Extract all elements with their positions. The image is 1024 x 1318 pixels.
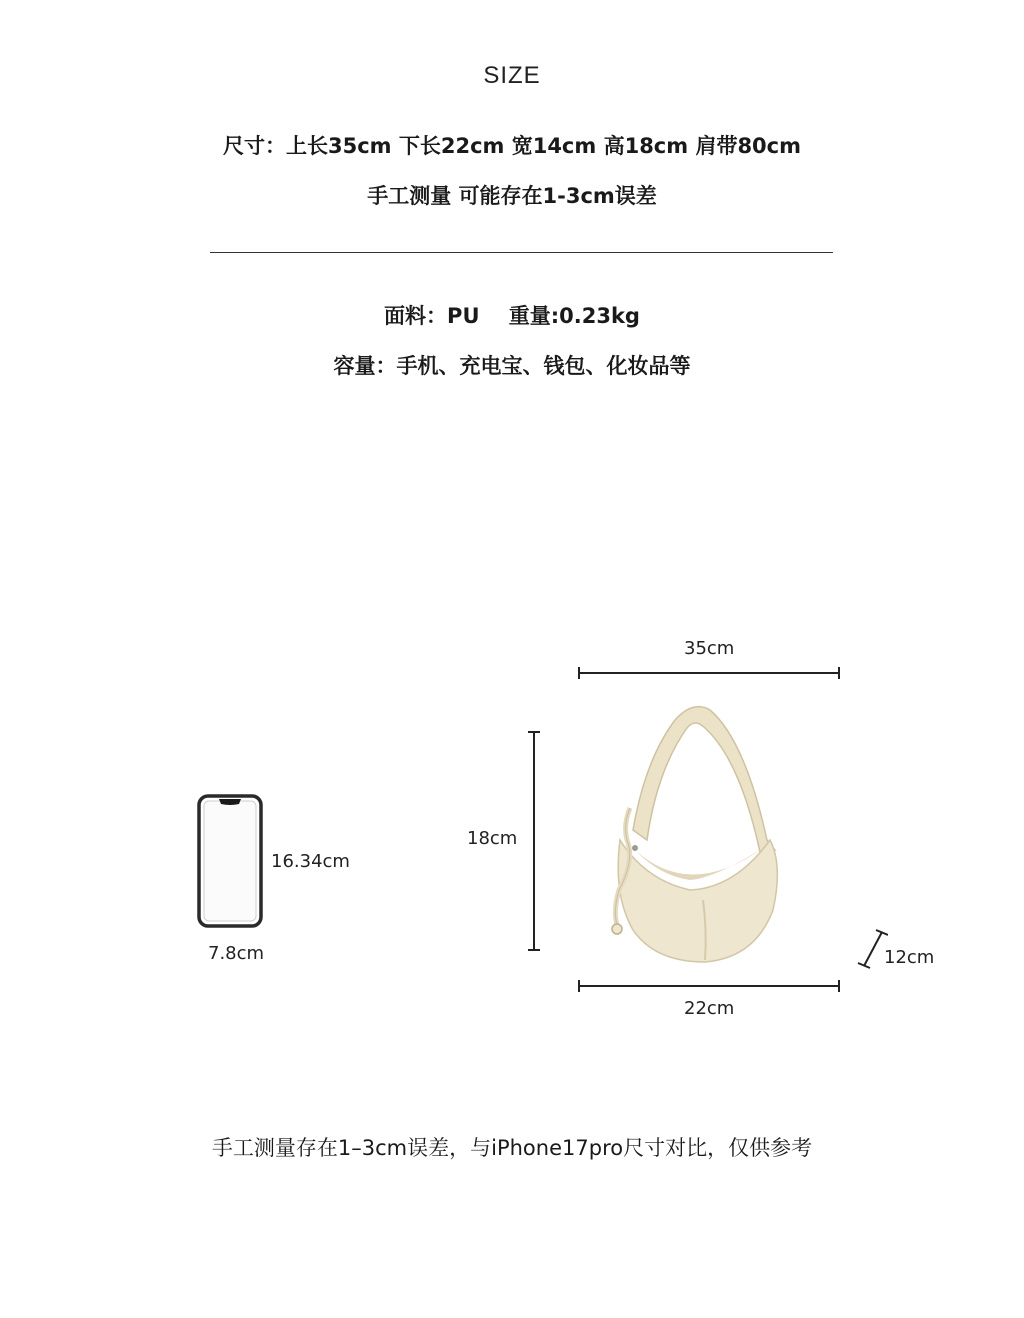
bag-depth-label: 12cm (884, 947, 935, 968)
bottom-width-dimension-line (578, 977, 840, 995)
comparison-note: 手工测量存在1–3cm误差，与iPhone17pro尺寸对比，仅供参考 (211, 1136, 813, 1160)
top-width-dimension-line (578, 664, 840, 682)
bag-height-label: 18cm (467, 828, 518, 849)
bag-top-width-label: 35cm (684, 638, 735, 659)
bag-bottom-width-label: 22cm (684, 998, 735, 1019)
phone-height-label: 16.34cm (271, 851, 350, 872)
phone-icon (197, 794, 263, 928)
phone-width-label: 7.8cm (208, 943, 265, 964)
size-spec-line: 尺寸：上长35cm 下长22cm 宽14cm 高18cm 肩带80cm (222, 134, 801, 158)
hobo-bag-image (595, 700, 815, 970)
capacity-line: 容量：手机、充电宝、钱包、化妆品等 (333, 354, 691, 378)
size-title: SIZE (483, 62, 541, 89)
height-dimension-line (526, 731, 542, 951)
bag-illustration (595, 700, 815, 970)
material-weight-line: 面料：PU 重量:0.23kg (384, 304, 640, 328)
section-divider (210, 252, 833, 253)
phone-illustration (197, 794, 263, 928)
measurement-error-line: 手工测量 可能存在1-3cm误差 (367, 184, 657, 208)
